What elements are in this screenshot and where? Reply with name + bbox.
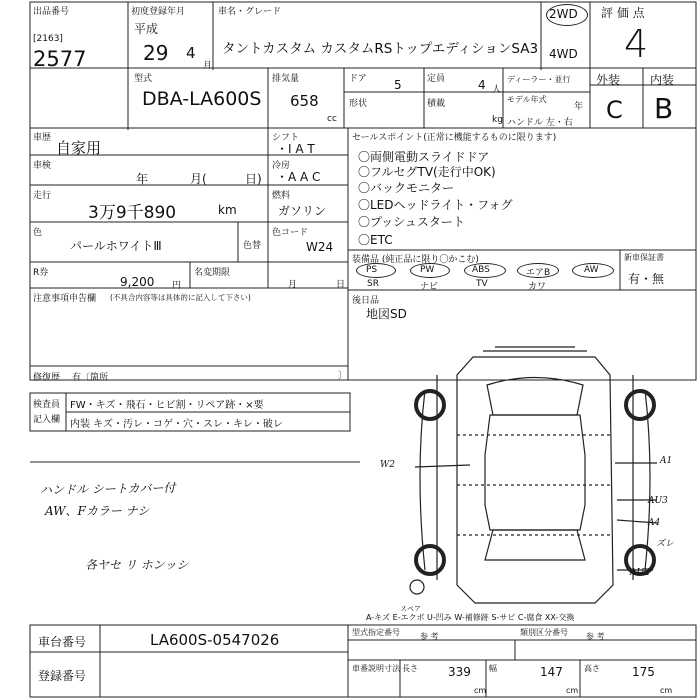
chassis-number: LA600S-0547026 bbox=[150, 631, 280, 649]
damage-mark: ズレ bbox=[656, 539, 675, 549]
notes-sub: (不具合内容等は具体的に記入して下さい) bbox=[110, 293, 251, 302]
model-year-unit: 年 bbox=[574, 102, 584, 112]
recycle-label: R券 bbox=[33, 268, 49, 278]
era: 平成 bbox=[134, 22, 159, 36]
car-name-label: 車名・グレード bbox=[218, 7, 282, 17]
dealer-label: ディーラー・並行 bbox=[507, 75, 571, 84]
sales-point-item: 〇ETC bbox=[358, 233, 393, 247]
model-label: 型式 bbox=[134, 74, 153, 84]
capacity-label: 定員 bbox=[427, 74, 446, 84]
color-label: 色 bbox=[33, 228, 43, 238]
damage-mark: AU3 bbox=[648, 496, 668, 506]
width-label: 幅 bbox=[489, 664, 497, 673]
equip-leather: カワ bbox=[528, 282, 547, 292]
drive-4wd: 4WD bbox=[549, 47, 578, 61]
inspection-month-unit: 月( bbox=[190, 172, 207, 186]
color-code: W24 bbox=[306, 240, 334, 254]
displacement: 658 bbox=[290, 92, 319, 110]
new-car-warranty: 有・無 bbox=[628, 272, 665, 286]
notes-label: 注意事項申告欄 bbox=[33, 294, 97, 304]
model-year-label: モデル年式 bbox=[507, 95, 547, 104]
damage-mark: W2 bbox=[380, 460, 395, 470]
expiry-month-unit: 月 bbox=[288, 280, 298, 290]
inspector-label: 検査員 bbox=[33, 400, 61, 410]
inspector-row-1: FW・キズ・飛石・ヒビ割・リペア跡・×要 bbox=[70, 400, 264, 411]
car-diagram bbox=[395, 345, 675, 620]
handwritten-note-3: 各ヤセ リ ホンッシ bbox=[85, 558, 189, 572]
equipment-label: 装備品 (純正品に限り〇かこむ) bbox=[352, 255, 479, 265]
car-outline bbox=[457, 357, 613, 603]
load-unit: kg bbox=[492, 115, 503, 125]
int-grade: B bbox=[654, 92, 674, 125]
expiry-label: 名変期限 bbox=[194, 268, 231, 278]
inspection-day-unit: 日) bbox=[245, 172, 262, 186]
sales-point-item: 〇両側電動スライドドア bbox=[358, 150, 490, 164]
damage-mark: A1 bbox=[660, 456, 673, 466]
repair-value: 有〔箇所 bbox=[72, 373, 109, 383]
aftermarket-label: 後日品 bbox=[352, 296, 380, 306]
sales-point-item: 〇LEDヘッドライト・フォグ bbox=[358, 198, 513, 212]
usage-value: 自家用 bbox=[56, 139, 102, 157]
model-code: DBA-LA600S bbox=[142, 88, 262, 110]
shape-label: 形状 bbox=[349, 99, 368, 109]
ext-grade: C bbox=[606, 96, 623, 124]
color-change-label: 色替 bbox=[243, 241, 262, 251]
model-id-ref: 参 考 bbox=[420, 632, 439, 641]
width-value: 147 bbox=[540, 665, 563, 679]
length-label: 長さ bbox=[402, 664, 418, 673]
inspector-label-2: 記入欄 bbox=[33, 415, 61, 425]
fuel-label: 燃料 bbox=[272, 191, 291, 201]
lot-number: 2577 bbox=[33, 47, 87, 71]
handwritten-note-1: ハンドル シートカバー付 bbox=[39, 480, 176, 498]
damage-legend: A-キズ E-エクボ U-凹み W-補修跡 S-サビ C-腐食 XX-交換 bbox=[366, 613, 575, 622]
inspector-row-2: 内装 キズ・汚レ・コゲ・穴・スレ・キレ・破レ bbox=[70, 419, 283, 430]
equip-airbag: エアB bbox=[526, 268, 551, 278]
equip-navi: ナビ bbox=[420, 282, 439, 292]
chassis-label: 車台番号 bbox=[38, 635, 87, 649]
class-id-ref: 参 考 bbox=[586, 632, 605, 641]
equip-abs: ABS bbox=[472, 265, 490, 275]
length-value: 339 bbox=[448, 665, 471, 679]
doors: 5 bbox=[394, 78, 402, 92]
fuel-value: ガソリン bbox=[278, 204, 327, 218]
sales-point-item: 〇プッシュスタート bbox=[358, 215, 465, 229]
inspection-label: 車検 bbox=[33, 161, 52, 171]
expiry-day-unit: 日 bbox=[336, 280, 346, 290]
ac-value: ・A A C bbox=[276, 170, 321, 184]
spare-label: スペア bbox=[400, 605, 421, 613]
int-label: 内装 bbox=[650, 73, 675, 87]
sales-points-label: セールスポイント(正常に機能するものに限ります) bbox=[352, 133, 557, 143]
lot-label: 出品番号 bbox=[33, 7, 70, 17]
equip-tv: TV bbox=[476, 279, 488, 289]
roof-outline bbox=[485, 415, 585, 530]
handwritten-note-2: AW、Fカラー ナシ bbox=[45, 504, 150, 518]
ac-label: 冷房 bbox=[272, 161, 291, 171]
displacement-label: 排気量 bbox=[272, 74, 300, 84]
mileage-label: 走行 bbox=[33, 191, 52, 201]
inspection-year-unit: 年 bbox=[136, 172, 149, 186]
grade-label: 評 価 点 bbox=[601, 6, 645, 20]
equip-sr: SR bbox=[367, 279, 379, 289]
lot-sub: [2163] bbox=[33, 34, 63, 44]
displacement-unit: cc bbox=[327, 114, 337, 124]
equip-pw: PW bbox=[420, 265, 435, 275]
sales-point-item: 〇バックモニター bbox=[358, 181, 455, 195]
height-value: 175 bbox=[632, 665, 655, 679]
grade-value: 4 bbox=[624, 22, 649, 66]
ext-label: 外装 bbox=[596, 73, 621, 87]
mileage-unit: km bbox=[218, 203, 237, 217]
drive-2wd: 2WD bbox=[549, 7, 578, 21]
width-unit: cm bbox=[566, 686, 579, 695]
handle-label: ハンドル 左・右 bbox=[507, 118, 573, 128]
reg-month: 4 bbox=[186, 44, 196, 62]
equip-aw: AW bbox=[584, 265, 599, 275]
load-label: 積載 bbox=[427, 99, 446, 109]
recycle-unit: 円 bbox=[172, 281, 182, 291]
new-car-warranty-label: 新車保証書 bbox=[624, 253, 664, 262]
reg-date-label: 初度登録年月 bbox=[131, 7, 186, 17]
reg-year: 29 bbox=[143, 41, 169, 65]
month-unit: 月 bbox=[203, 61, 213, 71]
color-code-label: 色コード bbox=[272, 228, 309, 238]
height-label: 高さ bbox=[584, 664, 600, 673]
equip-ps: PS bbox=[366, 265, 378, 275]
mileage-value: 3万9千890 bbox=[88, 203, 177, 223]
class-id-label: 類別区分番号 bbox=[520, 628, 568, 637]
damage-mark: A4 bbox=[648, 518, 661, 528]
shift-value: ・I A T bbox=[276, 142, 315, 156]
aftermarket-value: 地図SD bbox=[366, 307, 407, 321]
capacity: 4 bbox=[478, 78, 486, 92]
registration-label: 登録番号 bbox=[38, 669, 87, 683]
car-name: タントカスタム カスタムRSトップエディションSA3 bbox=[222, 41, 539, 57]
model-id-label: 型式指定番号 bbox=[352, 628, 400, 637]
height-unit: cm bbox=[660, 686, 673, 695]
length-unit: cm bbox=[474, 686, 487, 695]
damage-mark: AU2 bbox=[630, 568, 650, 578]
repair-label: 修復歴 bbox=[33, 373, 61, 383]
recycle-value: 9,200 bbox=[120, 275, 155, 289]
doors-label: ドア bbox=[349, 74, 367, 84]
shift-label: シフト bbox=[272, 133, 300, 143]
usage-label: 車歴 bbox=[33, 133, 52, 143]
sales-point-item: 〇フルセグTV(走行中OK) bbox=[358, 165, 496, 179]
dimension-label: 車番説明寸法 bbox=[352, 664, 400, 673]
repair-close: 〕 bbox=[338, 371, 348, 381]
color-value: パールホワイトⅢ bbox=[70, 239, 162, 253]
capacity-unit: 人 bbox=[492, 85, 502, 95]
